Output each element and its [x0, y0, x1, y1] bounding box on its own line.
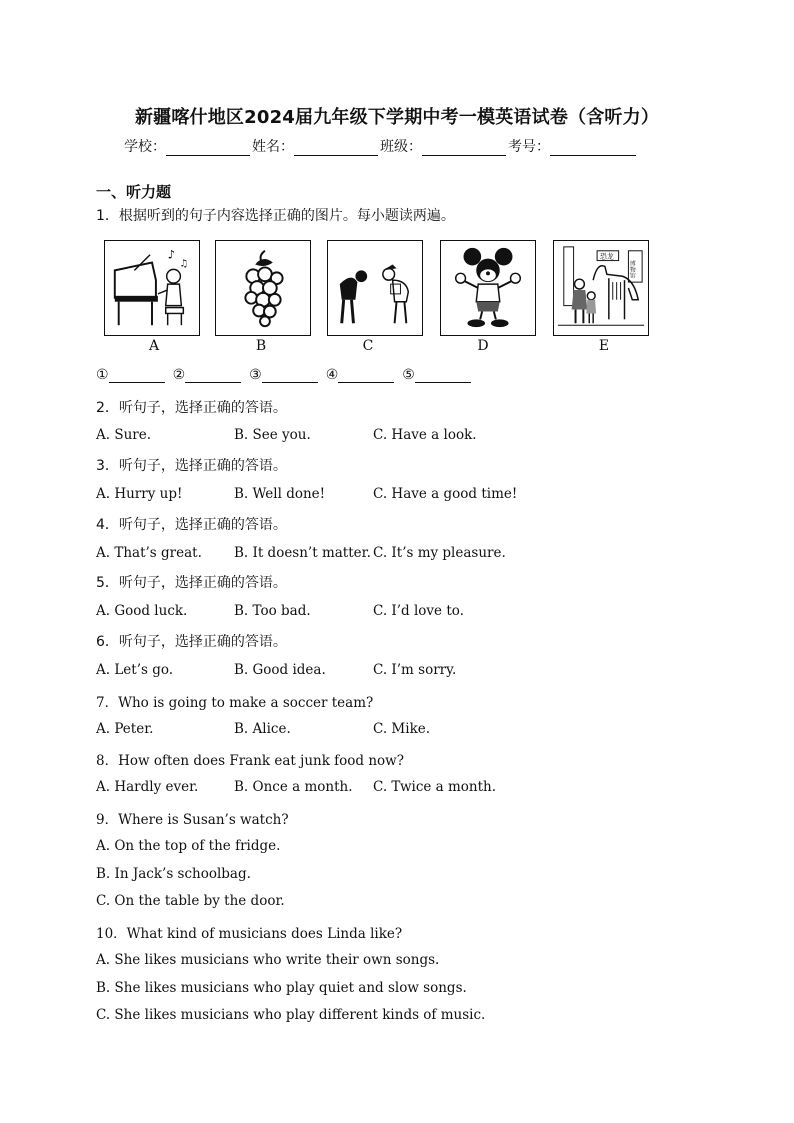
answer-blank-3[interactable] [249, 367, 318, 383]
option-c[interactable]: C. Twice a month. [373, 779, 497, 795]
answer-mark-1: ① [96, 367, 109, 383]
sign-left-text: 恐龙 [600, 252, 614, 261]
bowing-men-icon [328, 241, 422, 335]
option-a[interactable]: A. Let’s go. [96, 662, 174, 678]
student-info-row [124, 136, 638, 156]
question-stem: 8．How often does Frank eat junk food now? [96, 753, 404, 769]
question-1-answer-row [96, 367, 479, 383]
option-c[interactable]: C. Have a good time! [373, 486, 518, 502]
option-c[interactable]: C. Mike. [373, 721, 431, 737]
option-a[interactable]: A. Hardly ever. [96, 779, 199, 795]
question-10-option-c[interactable]: C. She likes musicians who play different kinds of music. [96, 1007, 486, 1023]
answer-blank-4[interactable] [326, 367, 395, 383]
picture-e [553, 240, 649, 336]
answer-mark-5: ⑤ [402, 367, 415, 383]
option-a[interactable]: A. Peter. [96, 721, 154, 737]
option-a[interactable]: A. That’s great. [96, 545, 202, 561]
museum-dinosaur-icon [554, 241, 648, 335]
question-10-option-a[interactable]: A. She likes musicians who write their own songs. [96, 952, 440, 968]
question-stem: 4．听句子，选择正确的答语。 [96, 517, 287, 533]
option-b[interactable]: B. Alice. [234, 721, 291, 737]
exam-number-label: 考号： [508, 139, 550, 155]
question-stem: 5．听句子，选择正确的答语。 [96, 575, 287, 591]
picture-label-a: A [148, 338, 160, 354]
option-a[interactable]: A. Good luck. [96, 603, 188, 619]
answer-blank-1[interactable] [96, 367, 165, 383]
option-c[interactable]: C. I’m sorry. [373, 662, 457, 678]
option-b[interactable]: B. It doesn’t matter. [234, 545, 371, 561]
question-10-option-b[interactable]: B. She likes musicians who play quiet and slow songs. [96, 980, 467, 996]
question-stem: 6．听句子，选择正确的答语。 [96, 634, 287, 650]
sign-right-text: 博物馆 [628, 260, 635, 279]
question-9-option-b[interactable]: B. In Jack’s schoolbag. [96, 866, 251, 882]
question-1-prompt: 1．根据听到的句子内容选择正确的图片。每小题读两遍。 [96, 208, 455, 224]
answer-blank-5[interactable] [402, 367, 471, 383]
svg-text:♫: ♫ [179, 258, 189, 270]
answer-mark-3: ③ [249, 367, 262, 383]
grapes-icon [216, 241, 310, 335]
question-9-option-c[interactable]: C. On the table by the door. [96, 893, 285, 909]
question-stem: 3．听句子，选择正确的答语。 [96, 458, 287, 474]
question-stem: 7．Who is going to make a soccer team? [96, 695, 374, 711]
option-b[interactable]: B. Once a month. [234, 779, 353, 795]
answer-mark-4: ④ [325, 367, 339, 383]
class-label: 班级： [380, 139, 422, 155]
exam-number-blank[interactable] [550, 139, 636, 156]
school-label: 学校： [124, 139, 166, 155]
svg-text:♪: ♪ [167, 247, 176, 262]
picture-a [104, 240, 200, 336]
picture-label-c: C [362, 338, 374, 354]
picture-c [327, 240, 423, 336]
picture-d [440, 240, 536, 336]
question-stem: 2．听句子，选择正确的答语。 [96, 400, 287, 416]
section-heading: 一、听力题 [96, 183, 172, 201]
answer-blank-2[interactable] [173, 367, 242, 383]
option-c[interactable]: C. Have a look. [373, 427, 477, 443]
answer-mark-2: ② [172, 367, 186, 383]
exam-title: 新疆喀什地区2024届九年级下学期中考一模英语试卷（含听力） [134, 107, 660, 128]
mickey-mouse-icon [441, 241, 535, 335]
question-9-option-a[interactable]: A. On the top of the fridge. [96, 838, 281, 854]
name-label: 姓名： [252, 139, 294, 155]
piano-player-icon [105, 241, 199, 335]
question-9-stem: 9．Where is Susan’s watch? [96, 812, 289, 828]
option-b[interactable]: B. Good idea. [234, 662, 326, 678]
option-a[interactable]: A. Hurry up! [96, 486, 183, 502]
picture-label-e: E [598, 338, 610, 354]
option-b[interactable]: B. See you. [234, 427, 311, 443]
option-c[interactable]: C. I’d love to. [373, 603, 464, 619]
option-b[interactable]: B. Too bad. [234, 603, 311, 619]
class-blank[interactable] [422, 139, 506, 156]
school-blank[interactable] [166, 139, 250, 156]
option-a[interactable]: A. Sure. [96, 427, 152, 443]
option-b[interactable]: B. Well done! [234, 486, 326, 502]
option-c[interactable]: C. It’s my pleasure. [373, 545, 506, 561]
picture-label-d: D [477, 338, 489, 354]
picture-label-b: B [255, 338, 267, 354]
question-10-stem: 10．What kind of musicians does Linda like? [96, 926, 403, 942]
picture-b [215, 240, 311, 336]
name-blank[interactable] [294, 139, 378, 156]
